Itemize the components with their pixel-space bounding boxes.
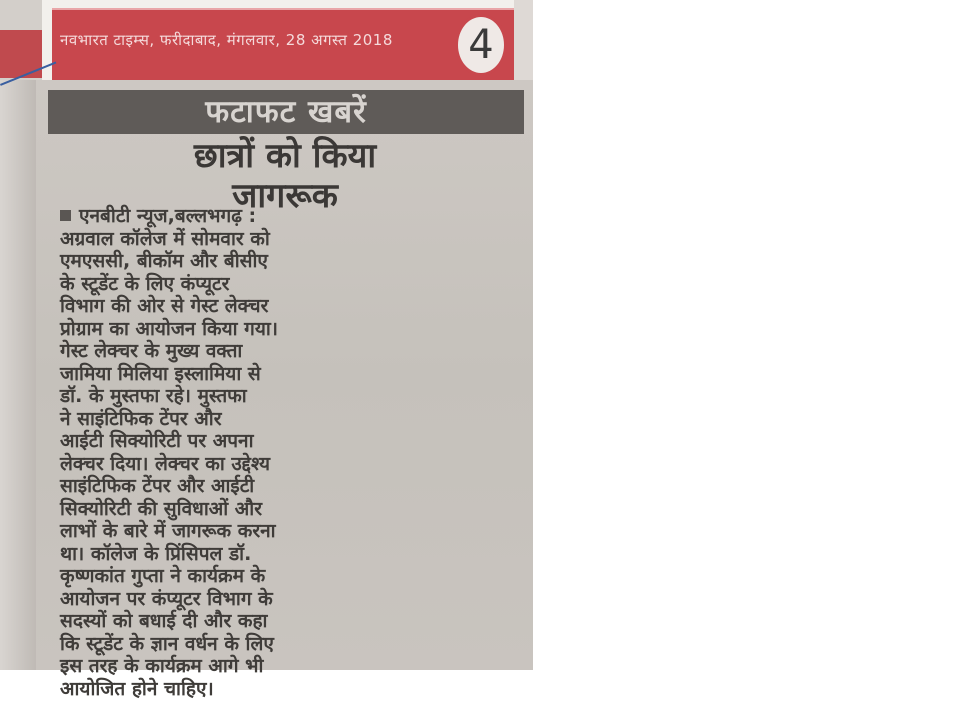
- body-line: लेक्चर दिया। लेक्चर का उद्देश्य: [60, 452, 271, 475]
- body-line: लाभों के बारे में जागरूक करना: [60, 520, 276, 542]
- body-line: के स्टूडेंट के लिए कंप्यूटर: [60, 272, 230, 295]
- body-line: प्रोग्राम का आयोजन किया गया।: [60, 317, 278, 340]
- article-body: [60, 205, 500, 700]
- body-line: सिक्योरिटी की सुविधाओं और: [60, 497, 262, 520]
- body-line: [60, 205, 500, 228]
- body-line: आयोजित होने चाहिए।: [60, 677, 214, 700]
- masthead-strip: [0, 0, 533, 80]
- section-heading: फटाफट खबरें: [48, 90, 524, 134]
- body-line: साइंटिफिक टेंपर और आईटी: [60, 475, 255, 497]
- body-line: आईटी सिक्योरिटी पर अपना: [60, 430, 254, 452]
- masthead-right-edge: [514, 0, 533, 80]
- masthead-dateline: नवभारत टाइम्स, फरीदाबाद, मंगलवार, 28 अगस्त 2018: [60, 31, 393, 49]
- body-line: कृष्णकांत गुप्ता ने कार्यक्रम के: [60, 565, 266, 587]
- body-line: अग्रवाल कॉलेज में सोमवार को: [60, 227, 270, 250]
- newsprint-left-margin: [0, 80, 36, 670]
- body-line: गेस्ट लेक्चर के मुख्य वक्ता: [60, 340, 243, 362]
- body-line: कि स्टूडेंट के ज्ञान वर्धन के लिए: [60, 632, 274, 655]
- body-line: आयोजन पर कंप्यूटर विभाग के: [60, 587, 273, 610]
- body-line: जामिया मिलिया इस्लामिया से: [60, 362, 261, 385]
- dateline-text: एनबीटी न्यूज,बल्लभगढ़ :: [79, 205, 257, 227]
- headline-line: छात्रों को किया: [193, 136, 377, 176]
- article-headline: [50, 136, 520, 216]
- body-line: था। कॉलेज के प्रिंसिपल डॉ.: [60, 542, 252, 565]
- body-line: ने साइंटिफिक टेंपर और: [60, 407, 222, 430]
- body-line: डॉ. के मुस्तफा रहे। मुस्तफा: [60, 385, 247, 407]
- headline-line: जागरूक: [232, 176, 338, 216]
- body-line: इस तरह के कार्यक्रम आगे भी: [60, 655, 264, 677]
- body-line: एमएससी, बीकॉम और बीसीए: [60, 250, 268, 272]
- page-number-badge: 4: [455, 14, 507, 76]
- body-line: विभाग की ओर से गेस्ट लेक्चर: [60, 295, 269, 317]
- bullet-square-icon: [60, 210, 71, 221]
- body-line: सदस्यों को बधाई दी और कहा: [60, 610, 268, 632]
